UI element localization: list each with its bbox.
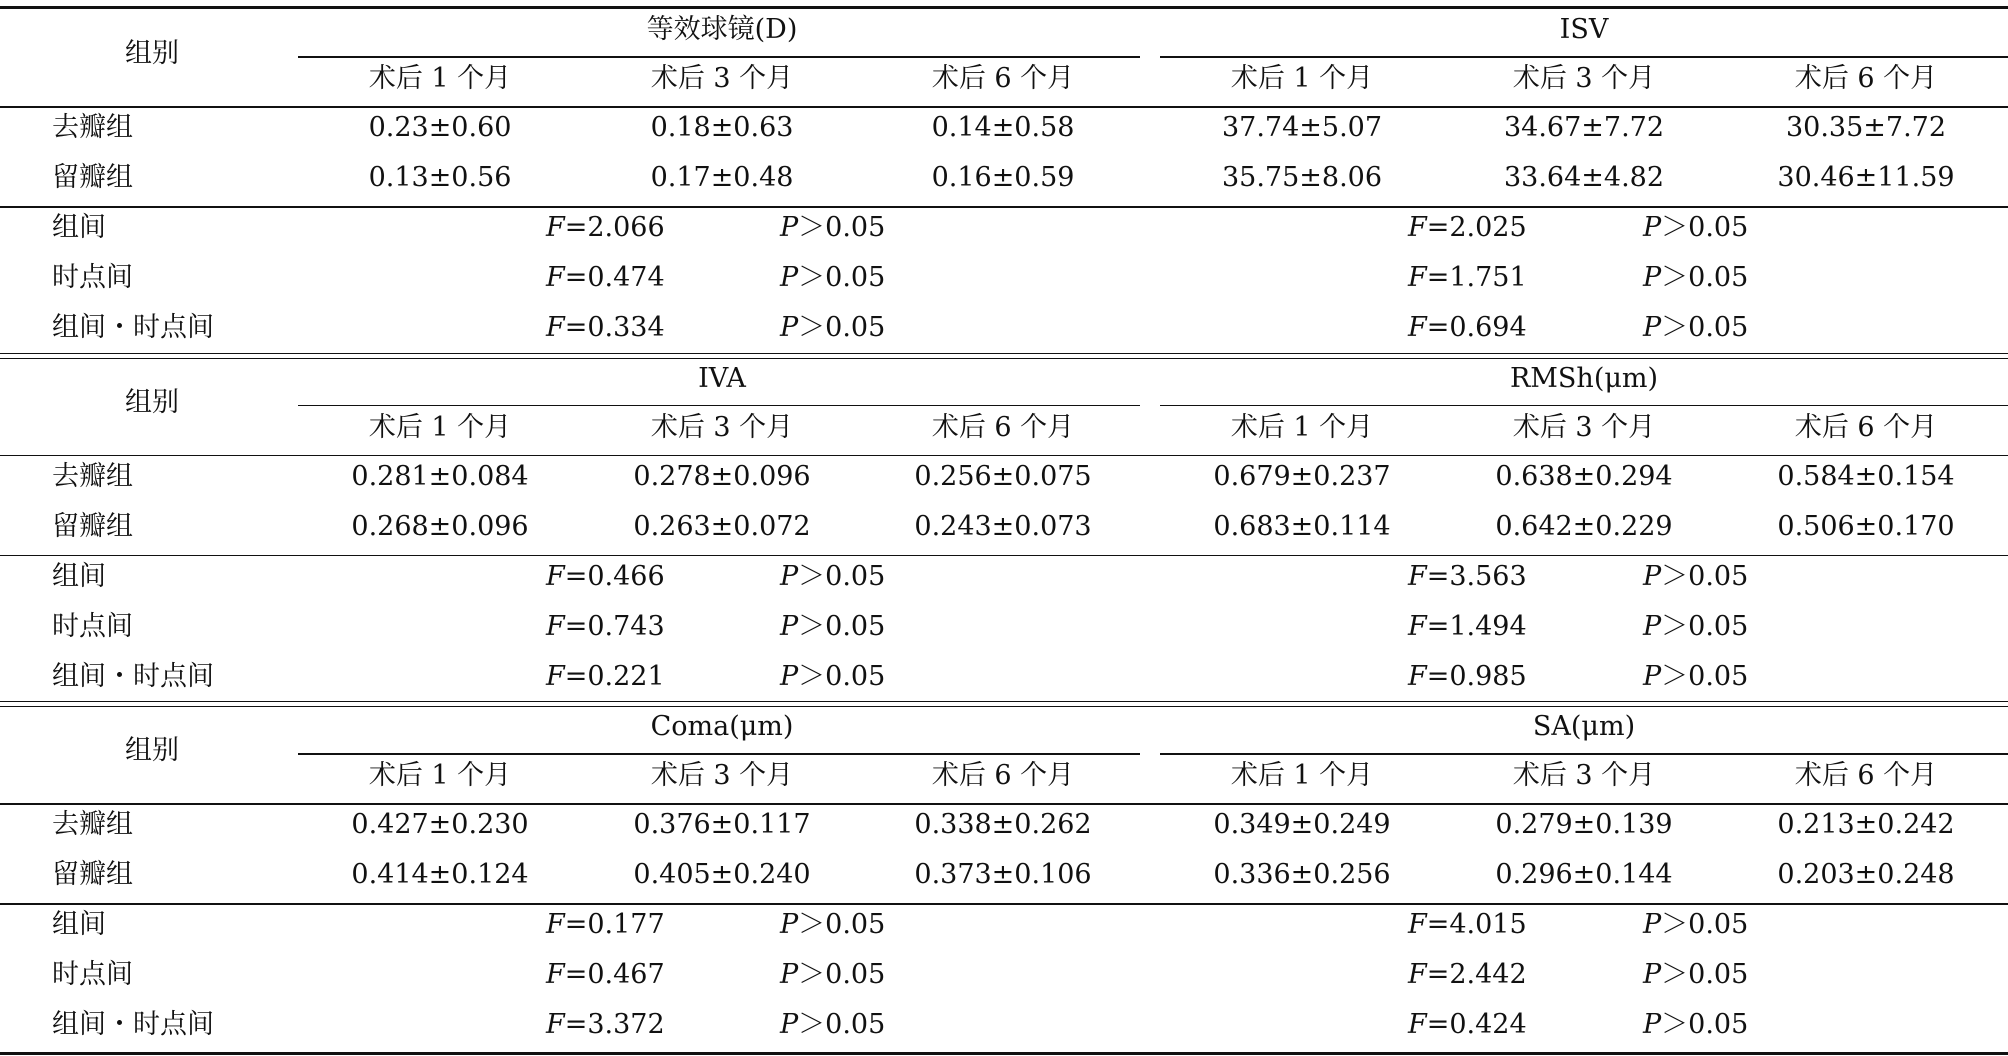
f-symbol: F xyxy=(546,660,565,692)
left-group-underline xyxy=(298,405,1140,407)
equals-sign: = xyxy=(1426,312,1450,343)
p-value: ＞0.05 xyxy=(798,1009,886,1040)
equals-sign: = xyxy=(564,560,588,592)
month-header: 术后 3 个月 xyxy=(650,63,794,94)
f-statistic xyxy=(546,660,665,692)
equals-sign: = xyxy=(1426,262,1450,293)
row-label-between-groups: 组间 xyxy=(52,212,106,243)
left-measure-title: 等效球镜(D) xyxy=(646,14,798,45)
data-cell: 0.683±0.114 xyxy=(1213,510,1391,542)
p-statistic xyxy=(1643,660,1749,692)
data-cell: 34.67±7.72 xyxy=(1503,112,1665,143)
f-value: 2.025 xyxy=(1449,212,1527,243)
f-symbol: F xyxy=(1408,262,1427,293)
header-rule xyxy=(0,455,2008,457)
data-cell: 0.376±0.117 xyxy=(633,809,811,840)
p-statistic xyxy=(780,961,885,988)
equals-sign: = xyxy=(564,610,588,642)
p-symbol: P xyxy=(780,560,799,592)
p-statistic xyxy=(780,214,885,241)
data-cell: 0.17±0.48 xyxy=(650,162,794,193)
p-statistic xyxy=(780,264,885,291)
p-value: ＞0.05 xyxy=(1661,909,1749,940)
f-value: 0.424 xyxy=(1449,1009,1527,1040)
right-measure-title: RMSh(μm) xyxy=(1509,362,1659,394)
f-value: 0.694 xyxy=(1449,312,1527,343)
f-value: 0.474 xyxy=(587,262,665,293)
f-statistic xyxy=(1408,610,1527,642)
month-header: 术后 6 个月 xyxy=(1794,760,1938,791)
row-label-keep-flap: 留瓣组 xyxy=(52,859,133,890)
f-value: 0.467 xyxy=(587,959,665,990)
p-statistic xyxy=(1643,560,1749,592)
row-label-interaction: 组间・时点间 xyxy=(52,1009,214,1040)
p-symbol: P xyxy=(1643,959,1662,990)
f-statistic xyxy=(1408,264,1527,291)
left-measure-title: Coma(μm) xyxy=(650,711,794,742)
p-statistic xyxy=(780,1011,885,1038)
f-value: 0.985 xyxy=(1449,660,1527,692)
header-rule xyxy=(0,106,2008,108)
data-cell: 0.338±0.262 xyxy=(914,809,1092,840)
p-symbol: P xyxy=(1643,312,1662,343)
f-symbol: F xyxy=(546,262,565,293)
p-statistic xyxy=(1643,1011,1748,1038)
data-cell: 37.74±5.07 xyxy=(1221,112,1383,143)
f-statistic xyxy=(546,560,665,592)
equals-sign: = xyxy=(1426,560,1450,592)
month-header: 术后 6 个月 xyxy=(931,63,1075,94)
f-statistic xyxy=(1408,660,1527,692)
p-symbol: P xyxy=(1643,909,1662,940)
p-value: ＞0.05 xyxy=(1661,1009,1749,1040)
table-bottom-rule xyxy=(0,1052,2008,1055)
f-symbol: F xyxy=(1408,660,1427,692)
month-header: 术后 3 个月 xyxy=(1512,760,1656,791)
data-cell: 0.279±0.139 xyxy=(1495,809,1673,840)
left-group-underline xyxy=(298,753,1140,755)
equals-sign: = xyxy=(564,262,588,293)
p-value: ＞0.05 xyxy=(798,212,886,243)
p-value: ＞0.05 xyxy=(1661,262,1749,293)
f-statistic xyxy=(546,264,665,291)
f-symbol: F xyxy=(546,560,565,592)
data-cell: 0.16±0.59 xyxy=(931,162,1075,193)
f-symbol: F xyxy=(1408,909,1427,940)
data-cell: 0.278±0.096 xyxy=(633,460,811,492)
f-value: 0.221 xyxy=(587,660,665,692)
p-value: ＞0.05 xyxy=(1661,610,1749,642)
p-value: ＞0.05 xyxy=(798,959,886,990)
data-cell: 0.638±0.294 xyxy=(1495,460,1673,492)
data-cell: 0.349±0.249 xyxy=(1213,809,1391,840)
data-cell: 0.14±0.58 xyxy=(931,112,1075,143)
f-statistic xyxy=(1408,911,1527,938)
equals-sign: = xyxy=(564,959,588,990)
p-statistic xyxy=(780,560,886,592)
month-header: 术后 1 个月 xyxy=(1230,760,1374,791)
month-header: 术后 3 个月 xyxy=(650,411,794,443)
f-statistic xyxy=(1408,961,1527,988)
month-header: 术后 1 个月 xyxy=(1230,411,1374,443)
p-symbol: P xyxy=(780,312,799,343)
f-symbol: F xyxy=(1408,312,1427,343)
p-statistic xyxy=(1643,610,1749,642)
month-header: 术后 6 个月 xyxy=(1794,411,1938,443)
data-cell: 33.64±4.82 xyxy=(1503,162,1665,193)
row-label-between-timepoints: 时点间 xyxy=(52,959,133,990)
f-value: 0.177 xyxy=(587,909,665,940)
right-measure-title: SA(μm) xyxy=(1532,711,1636,742)
row-label-keep-flap: 留瓣组 xyxy=(52,510,133,542)
p-statistic xyxy=(780,314,885,341)
data-cell: 0.584±0.154 xyxy=(1777,460,1955,492)
f-value: 2.066 xyxy=(587,212,665,243)
p-symbol: P xyxy=(780,262,799,293)
data-cell: 0.506±0.170 xyxy=(1777,510,1955,542)
right-group-underline xyxy=(1160,405,2008,407)
data-cell: 0.263±0.072 xyxy=(633,510,811,542)
row-label-keep-flap: 留瓣组 xyxy=(52,162,133,193)
p-statistic xyxy=(1643,214,1748,241)
f-value: 3.372 xyxy=(587,1009,665,1040)
p-symbol: P xyxy=(1643,1009,1662,1040)
p-value: ＞0.05 xyxy=(1661,660,1749,692)
row-label-remove-flap: 去瓣组 xyxy=(52,460,133,492)
f-statistic xyxy=(1408,1011,1527,1038)
group-label: 组别 xyxy=(125,38,179,69)
equals-sign: = xyxy=(564,312,588,343)
row-label-remove-flap: 去瓣组 xyxy=(52,112,133,143)
equals-sign: = xyxy=(1426,959,1450,990)
equals-sign: = xyxy=(1426,660,1450,692)
data-cell: 0.268±0.096 xyxy=(351,510,529,542)
p-value: ＞0.05 xyxy=(798,312,886,343)
p-value: ＞0.05 xyxy=(1661,212,1749,243)
p-statistic xyxy=(780,660,886,692)
equals-sign: = xyxy=(1426,212,1450,243)
p-value: ＞0.05 xyxy=(798,909,886,940)
data-cell: 0.373±0.106 xyxy=(914,859,1092,890)
month-header: 术后 6 个月 xyxy=(931,760,1075,791)
p-value: ＞0.05 xyxy=(798,262,886,293)
p-value: ＞0.05 xyxy=(798,610,886,642)
data-cell: 0.414±0.124 xyxy=(351,859,529,890)
f-symbol: F xyxy=(1408,560,1427,592)
month-header: 术后 1 个月 xyxy=(368,760,512,791)
p-symbol: P xyxy=(780,909,799,940)
data-cell: 0.23±0.60 xyxy=(368,112,512,143)
f-value: 2.442 xyxy=(1449,959,1527,990)
f-symbol: F xyxy=(546,212,565,243)
month-header: 术后 6 个月 xyxy=(931,411,1075,443)
data-cell: 30.46±11.59 xyxy=(1777,162,1955,193)
p-symbol: P xyxy=(1643,610,1662,642)
f-value: 4.015 xyxy=(1449,909,1527,940)
p-statistic xyxy=(1643,911,1748,938)
equals-sign: = xyxy=(1426,909,1450,940)
f-value: 0.334 xyxy=(587,312,665,343)
header-rule xyxy=(0,803,2008,805)
equals-sign: = xyxy=(564,1009,588,1040)
f-value: 0.466 xyxy=(587,560,665,592)
data-cell: 0.679±0.237 xyxy=(1213,460,1391,492)
data-cell: 0.336±0.256 xyxy=(1213,859,1391,890)
p-value: ＞0.05 xyxy=(798,660,886,692)
f-symbol: F xyxy=(546,312,565,343)
f-statistic xyxy=(546,911,665,938)
p-value: ＞0.05 xyxy=(1661,312,1749,343)
group-label: 组别 xyxy=(125,735,179,766)
data-cell: 0.281±0.084 xyxy=(351,460,529,492)
f-statistic xyxy=(546,314,665,341)
f-statistic xyxy=(1408,314,1527,341)
data-cell: 30.35±7.72 xyxy=(1785,112,1947,143)
p-symbol: P xyxy=(1643,560,1662,592)
row-label-between-groups: 组间 xyxy=(52,909,106,940)
row-label-between-groups: 组间 xyxy=(52,560,106,592)
f-symbol: F xyxy=(546,909,565,940)
data-cell: 0.405±0.240 xyxy=(633,859,811,890)
data-rule xyxy=(0,206,2008,208)
row-label-interaction: 组间・时点间 xyxy=(52,660,214,692)
section-divider xyxy=(0,353,2008,359)
row-label-remove-flap: 去瓣组 xyxy=(52,809,133,840)
data-cell: 0.296±0.144 xyxy=(1495,859,1673,890)
section-divider xyxy=(0,701,2008,707)
f-statistic xyxy=(546,610,665,642)
data-cell: 35.75±8.06 xyxy=(1221,162,1383,193)
p-symbol: P xyxy=(780,212,799,243)
equals-sign: = xyxy=(1426,610,1450,642)
f-symbol: F xyxy=(1408,1009,1427,1040)
f-statistic xyxy=(1408,560,1527,592)
p-value: ＞0.05 xyxy=(798,560,886,592)
p-symbol: P xyxy=(780,610,799,642)
month-header: 术后 1 个月 xyxy=(368,411,512,443)
data-cell: 0.256±0.075 xyxy=(914,460,1092,492)
p-statistic xyxy=(780,610,886,642)
p-value: ＞0.05 xyxy=(1661,959,1749,990)
p-statistic xyxy=(1643,264,1748,291)
f-statistic xyxy=(546,1011,665,1038)
left-measure-title: IVA xyxy=(698,362,746,394)
p-symbol: P xyxy=(780,1009,799,1040)
f-value: 3.563 xyxy=(1449,560,1527,592)
data-cell: 0.427±0.230 xyxy=(351,809,529,840)
data-rule xyxy=(0,555,2008,557)
p-statistic xyxy=(1643,961,1748,988)
f-symbol: F xyxy=(1408,610,1427,642)
month-header: 术后 6 个月 xyxy=(1794,63,1938,94)
f-symbol: F xyxy=(546,610,565,642)
data-cell: 0.13±0.56 xyxy=(368,162,512,193)
month-header: 术后 3 个月 xyxy=(1512,63,1656,94)
p-symbol: P xyxy=(780,660,799,692)
p-symbol: P xyxy=(1643,212,1662,243)
p-symbol: P xyxy=(1643,262,1662,293)
data-rule xyxy=(0,903,2008,905)
row-label-between-timepoints: 时点间 xyxy=(52,610,133,642)
right-group-underline xyxy=(1160,56,2008,58)
equals-sign: = xyxy=(564,909,588,940)
month-header: 术后 1 个月 xyxy=(1230,63,1374,94)
row-label-interaction: 组间・时点间 xyxy=(52,312,214,343)
p-statistic xyxy=(1643,314,1748,341)
data-cell: 0.642±0.229 xyxy=(1495,510,1673,542)
equals-sign: = xyxy=(564,660,588,692)
month-header: 术后 3 个月 xyxy=(650,760,794,791)
data-cell: 0.243±0.073 xyxy=(914,510,1092,542)
data-cell: 0.213±0.242 xyxy=(1777,809,1955,840)
data-cell: 0.18±0.63 xyxy=(650,112,794,143)
p-symbol: P xyxy=(1643,660,1662,692)
p-symbol: P xyxy=(780,959,799,990)
f-symbol: F xyxy=(1408,212,1427,243)
data-cell: 0.203±0.248 xyxy=(1777,859,1955,890)
group-label: 组别 xyxy=(125,386,179,418)
table-top-rule xyxy=(0,6,2008,9)
equals-sign: = xyxy=(1426,1009,1450,1040)
row-label-between-timepoints: 时点间 xyxy=(52,262,133,293)
month-header: 术后 3 个月 xyxy=(1512,411,1656,443)
f-value: 1.494 xyxy=(1449,610,1527,642)
p-value: ＞0.05 xyxy=(1661,560,1749,592)
f-statistic xyxy=(546,961,665,988)
left-group-underline xyxy=(298,56,1140,58)
f-value: 1.751 xyxy=(1449,262,1527,293)
f-statistic xyxy=(1408,214,1527,241)
f-value: 0.743 xyxy=(587,610,665,642)
f-symbol: F xyxy=(546,959,565,990)
f-symbol: F xyxy=(546,1009,565,1040)
f-statistic xyxy=(546,214,665,241)
right-group-underline xyxy=(1160,753,2008,755)
f-symbol: F xyxy=(1408,959,1427,990)
equals-sign: = xyxy=(564,212,588,243)
month-header: 术后 1 个月 xyxy=(368,63,512,94)
p-statistic xyxy=(780,911,885,938)
right-measure-title: ISV xyxy=(1559,14,1609,45)
